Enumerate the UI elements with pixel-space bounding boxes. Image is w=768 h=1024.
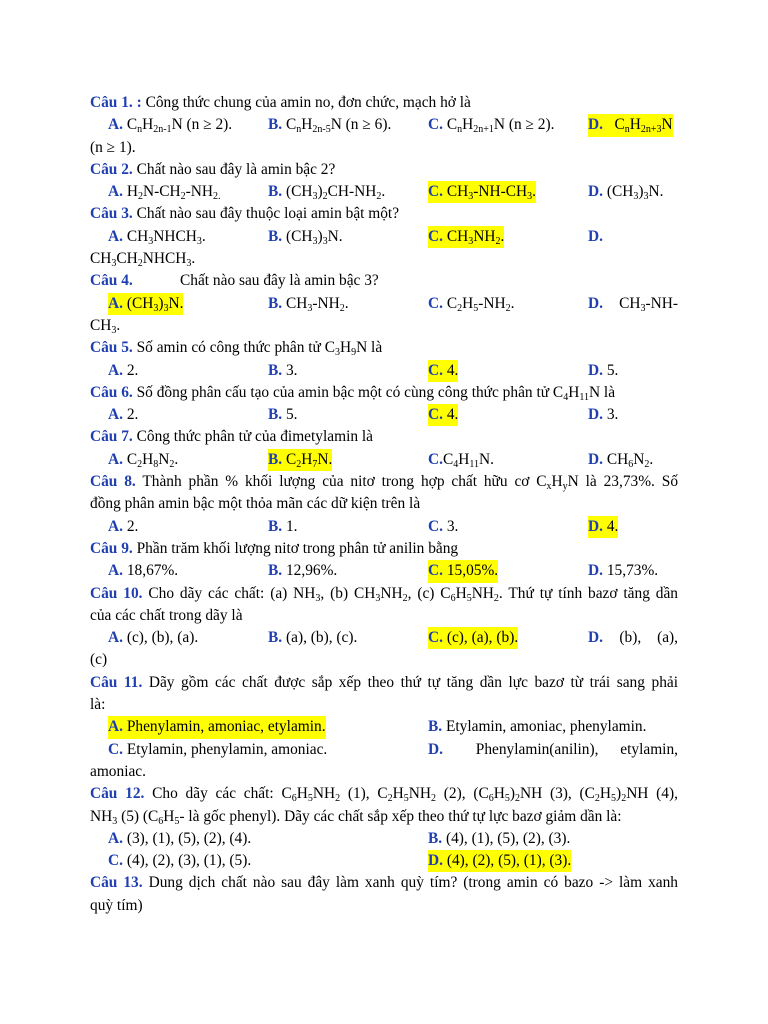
question-3 <box>90 203 678 225</box>
option-b[interactable]: B. $(CH_3)_2CH-NH_2$. <box>268 183 386 203</box>
question-text: Dãy gồm các chất được sắp xếp theo thứ tự tăng dần lực bazơ từ trái sang phải <box>142 673 678 691</box>
question-11 <box>90 672 678 694</box>
option-continuation: (c) <box>90 651 108 669</box>
question-9 <box>90 538 678 560</box>
options-row <box>90 627 678 649</box>
question-text: Chất nào sau đây là amin bậc 3? <box>180 272 379 290</box>
options-row <box>90 560 678 582</box>
option-a-answer[interactable]: A. Phenylamin, amoniac, etylamin. <box>108 716 326 738</box>
option-c[interactable]: C. (4), (2), (3), (1), (5). <box>108 852 252 870</box>
option-c[interactable]: C. Etylamin, phenylamin, amoniac. <box>108 740 328 758</box>
option-a[interactable]: A. (3), (1), (5), (2), (4). <box>108 829 252 847</box>
option-d[interactable]: D. 5. <box>588 361 619 379</box>
question-text-line2: đồng phân amin bậc một thỏa mãn các dữ kiện trên là <box>90 495 421 513</box>
option-d-answer[interactable]: D. 4. <box>588 516 618 538</box>
question-number: Câu 9. <box>90 539 133 557</box>
options-row <box>90 828 678 850</box>
question-1 <box>90 92 678 114</box>
question-text: Dung dịch chất nào sau đây làm xanh quỳ tím? (trong amin có bazo -> làm xanh <box>142 874 678 892</box>
option-a[interactable]: A. 2. <box>108 517 139 535</box>
option-b[interactable]: B. 5. <box>268 406 298 424</box>
options-row <box>90 181 678 203</box>
option-b-answer[interactable]: B. $C_2H_7N$. <box>268 450 333 470</box>
question-7 <box>90 426 678 448</box>
question-12: Câu 12. Cho dãy các chất: $C_6H_5NH_2$ (1), $C_2H_5NH_2$ (2), $(C_6H_5)_2NH$ (3), $(C_2H_5)_2NH$ (4), <box>90 785 678 805</box>
option-a[interactable]: A. $C_nH_{2n-1}N$ (n ≥ 2). <box>108 116 233 136</box>
option-c-answer[interactable]: C. 4. <box>428 360 458 382</box>
question-number: Câu 3. <box>90 205 133 223</box>
option-continuation: amoniac. <box>90 762 146 780</box>
question-text: Công thức phân tử của đimetylamin là <box>132 428 373 446</box>
option-a[interactable]: A. (c), (b), (a). <box>108 629 199 647</box>
option-c-answer[interactable]: C. $CH_3-NH-CH_3$. <box>428 183 536 203</box>
question-8: Câu 8. Thành phần % khối lượng của nitơ trong hợp chất hữu cơ $C_xH_yN$ là 23,73%. Số <box>90 473 679 493</box>
question-10: Câu 10. Cho dãy các chất: (a) $NH_3$, (b) $CH_3NH_2$, (c) $C_6H_5NH_2$. Thứ tự tính bazơ tăng dần <box>90 584 679 604</box>
option-a[interactable]: A. 2. <box>108 361 139 379</box>
options-row <box>90 114 678 136</box>
option-b[interactable]: B. $C_nH_{2n-5}N$ (n ≥ 6). <box>268 116 392 136</box>
option-continuation: $CH_3CH_2NHCH_3$. <box>90 250 196 270</box>
question-number: Câu 1. : <box>90 94 142 111</box>
option-b[interactable]: B. $CH_3-NH_2$. <box>268 294 349 314</box>
option-b[interactable]: B. $(CH_3)_3N$. <box>268 227 343 247</box>
question-text: Chất nào sau đây là amin bậc 2? <box>132 160 336 178</box>
question-6: Câu 6. Số đồng phân cấu tạo của amin bậc một có cùng công thức phân tử $C_4H_{11}N$ là <box>90 383 616 403</box>
option-a[interactable]: A. 18,67%. <box>108 562 179 580</box>
options-row <box>90 850 678 872</box>
option-c-answer[interactable]: C. 15,05%. <box>428 560 498 582</box>
option-d[interactable]: D. <box>588 227 603 245</box>
options-row <box>90 739 678 761</box>
option-b[interactable]: B. 1. <box>268 517 298 535</box>
question-text: Phần trăm khối lượng nitơ trong phân tử anilin bằng <box>132 539 459 557</box>
question-4 <box>90 270 678 292</box>
option-d[interactable]: D. Phenylamin(anilin), etylamin, <box>428 740 678 758</box>
options-row <box>90 716 678 738</box>
question-text-line2: là: <box>90 696 106 714</box>
option-c[interactable]: C. 3. <box>428 517 459 535</box>
option-d[interactable]: D. $CH_3-NH-$ <box>588 294 678 314</box>
question-number: Câu 2. <box>90 160 133 178</box>
option-c[interactable]: C. $C_nH_{2n+1}N$ (n ≥ 2). <box>428 116 555 136</box>
option-c[interactable]: $C.C_4H_{11}N$. <box>428 450 494 470</box>
option-b[interactable]: B. Etylamin, amoniac, phenylamin. <box>428 718 647 736</box>
question-number: Câu 12. <box>90 785 145 803</box>
option-a-answer[interactable]: A. $(CH_3)_3N$. <box>108 294 184 314</box>
options-row <box>90 404 678 426</box>
option-d[interactable]: D. 15,73%. <box>588 562 659 580</box>
option-b[interactable]: B. (4), (1), (5), (2), (3). <box>428 829 571 847</box>
option-d[interactable]: D. 3. <box>588 406 619 424</box>
option-c-answer[interactable]: C. $CH_3NH_2$. <box>428 227 505 247</box>
option-b[interactable]: B. (a), (b), (c). <box>268 629 358 647</box>
option-b[interactable]: B. 3. <box>268 361 298 379</box>
question-text-line2: $NH_3$ (5) ($C_6H_5-$ là gốc phenyl). Dãy các chất sắp xếp theo thứ tự lực bazơ giảm dần là: <box>90 807 622 827</box>
question-text-line2: của các chất trong dãy là <box>90 606 243 624</box>
option-continuation: $CH_3$. <box>90 316 121 336</box>
option-a[interactable]: A. 2. <box>108 406 139 424</box>
options-row <box>90 516 678 538</box>
option-d-answer[interactable]: D. (4), (2), (5), (1), (3). <box>428 850 571 872</box>
option-b[interactable]: B. 12,96%. <box>268 562 338 580</box>
question-text-line2: quỳ tím) <box>90 896 143 914</box>
question-13 <box>90 872 678 894</box>
options-row <box>90 449 678 471</box>
option-d-answer[interactable]: D. $C_nH_{2n+3}N$ <box>588 116 673 136</box>
question-number: Câu 4. <box>90 272 133 290</box>
option-a[interactable]: A. $H_2N-CH_2-NH_{2.}$ <box>108 183 221 203</box>
question-number: Câu 10. <box>90 584 143 602</box>
option-c-answer[interactable]: C. 4. <box>428 404 458 426</box>
options-row <box>90 360 678 382</box>
question-list <box>90 92 678 917</box>
options-row <box>90 226 678 248</box>
question-number: Câu 5. <box>90 339 133 357</box>
question-text: Công thức chung của amin no, đơn chức, mạch hở là <box>141 94 471 111</box>
option-d[interactable]: D. $CH_6N_2$. <box>588 450 654 470</box>
option-continuation: (n ≥ 1). <box>90 138 136 156</box>
option-c[interactable]: C. $C_2H_5-NH_2$. <box>428 294 515 314</box>
question-number: Câu 11. <box>90 673 143 691</box>
option-d[interactable]: D. (b), (a), <box>588 629 678 647</box>
option-c-answer[interactable]: C. (c), (a), (b). <box>428 627 518 649</box>
option-a[interactable]: A. $C_2H_8N_2$. <box>108 450 179 470</box>
question-5: Câu 5. Số amin có công thức phân tử $C_3H_9N$ là <box>90 339 383 359</box>
question-number: Câu 8. <box>90 473 136 491</box>
question-number: Câu 7. <box>90 428 133 446</box>
option-a[interactable]: A. $CH_3NHCH_3$. <box>108 227 206 247</box>
question-number: Câu 6. <box>90 383 133 401</box>
question-text: Chất nào sau đây thuộc loại amin bật một? <box>132 205 400 223</box>
question-2 <box>90 159 678 181</box>
option-d[interactable]: D. $(CH_3)_3N$. <box>588 183 664 203</box>
options-row <box>90 293 678 315</box>
question-number: Câu 13. <box>90 874 143 892</box>
